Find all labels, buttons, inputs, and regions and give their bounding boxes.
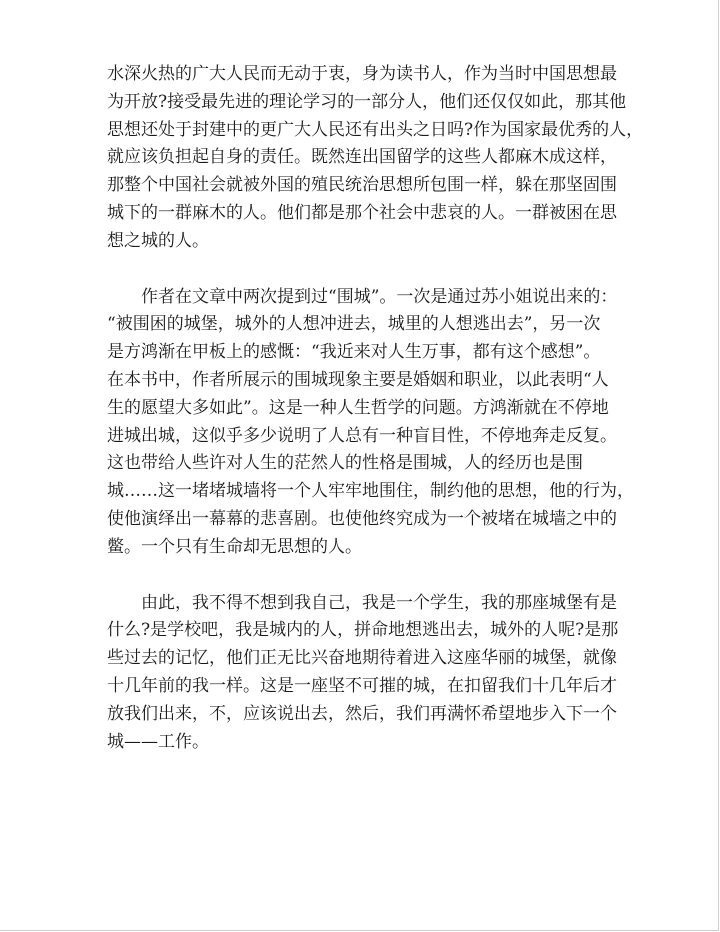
text-line: 作者在文章中两次提到过“围城”。一次是通过苏小姐说出来的： [107,286,618,307]
document-body [107,61,647,756]
text-line: 思想还处于封建中的更广大人民还有出头之日吗?作为国家最优秀的人， [107,119,644,140]
text-line: 由此，我不得不想到我自己，我是一个学生，我的那座城堡有是 [107,592,617,613]
text-line: 生的愿望大多如此”。这是一种人生哲学的问题。方鸿渐就在不停地 [107,397,609,418]
text-line: 鳖。一个只有生命却无思想的人。 [107,536,362,557]
text-line: 城——工作。 [107,731,209,752]
paragraph-1 [107,61,647,256]
text-line: 什么?是学校吧，我是城内的人，拼命地想逃出去，城外的人呢?是那 [107,620,619,641]
text-line: 进城出城，这似乎多少说明了人总有一种盲目性，不停地奔走反复。 [107,425,617,446]
text-line: 就应该负担起自身的责任。既然连出国留学的这些人都麻木成这样， [107,147,617,168]
text-line: 想之城的人。 [107,230,209,251]
text-line: 十几年前的我一样。这是一座坚不可摧的城，在扣留我们十几年后才 [107,675,617,696]
text-line: “被围困的城堡，城外的人想冲进去，城里的人想逃出去”，另一次 [107,314,601,335]
text-line: 那整个中国社会就被外国的殖民统治思想所包围一样，躲在那坚固围 [107,175,617,196]
text-line: 这也带给人些许对人生的茫然人的性格是围城，人的经历也是围 [107,453,583,474]
text-line: 是方鸿渐在甲板上的感慨：“我近来对人生万事，都有这个感想”。 [107,342,601,363]
text-line: 城下的一群麻木的人。他们都是那个社会中悲哀的人。一群被困在思 [107,202,617,223]
text-line: 为开放?接受最先进的理论学习的一部分人，他们还仅仅如此，那其他 [107,91,627,112]
text-line: 水深火热的广大人民而无动于衷，身为读书人，作为当时中国思想最 [107,64,617,84]
paragraph-2 [107,284,647,562]
text-line: 放我们出来，不，应该说出去，然后，我们再满怀希望地步入下一个 [107,703,617,724]
text-line: 些过去的记忆，他们正无比兴奋地期待着进入这座华丽的城堡，就像 [107,648,617,669]
text-line: 城……这一堵堵城墙将一个人牢牢地围住，制约他的思想，他的行为， [107,481,634,502]
paragraph-3 [107,590,647,757]
text-line: 使他演绎出一幕幕的悲喜剧。也使他终究成为一个被堵在城墙之中的 [107,508,617,529]
text-line: 在本书中，作者所展示的围城现象主要是婚姻和职业，以此表明“人 [107,369,609,390]
